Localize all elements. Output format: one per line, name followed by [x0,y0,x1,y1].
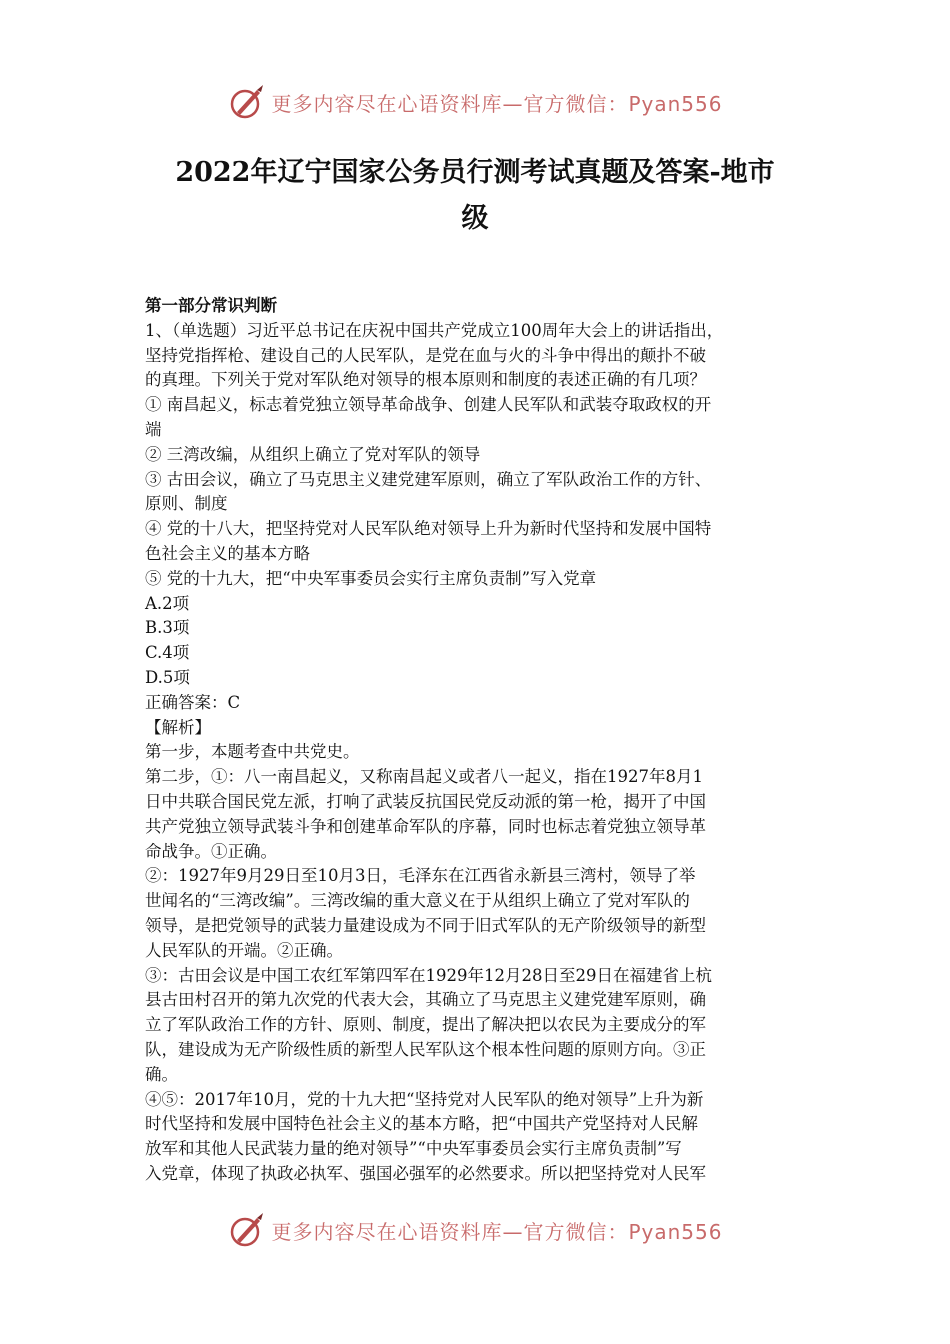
body-line: 日中共联合国民党左派，打响了武装反抗国民党反动派的第一枪，揭开了中国 [145,791,706,811]
body-line: ② 三湾改编，从组织上确立了党对军队的领导 [145,444,481,464]
footer-watermark-banner [0,1208,950,1252]
body-line: 入党章，体现了执政必执军、强国必强军的必然要求。所以把坚持党对人民军 [145,1163,706,1183]
header-watermark-banner [0,80,950,124]
body-line: 原则、制度 [145,494,228,514]
body-line: ⑤ 党的十九大，把“中央军事委员会实行主席负责制”写入党章 [145,568,597,588]
body-line: C.4项 [145,643,190,663]
body-line: 坚持党指挥枪、建设自己的人民军队，是党在血与火的斗争中得出的颠扑不破 [145,345,706,365]
body-line: ④ 党的十八大，把坚持党对人民军队绝对领导上升为新时代坚持和发展中国特 [145,519,712,539]
body-line: ④⑤：2017年10月，党的十九大把“坚持党对人民军队的绝对领导”上升为新 [145,1089,704,1109]
document-title [0,150,950,242]
body-line: 正确答案：C [145,692,241,712]
body-line: 领导，是把党领导的武装力量建设成为不同于旧式军队的无产阶级领导的新型 [145,915,706,935]
body-line: 世闻名的“三湾改编”。三湾改编的重大意义在于从组织上确立了党对军队的 [145,891,690,911]
quill-pen-logo-icon [227,82,267,122]
body-line: 人民军队的开端。②正确。 [145,940,343,960]
body-line: 县古田村召开的第九次党的代表大会，其确立了马克思主义建党建军原则，确 [145,990,706,1010]
body-line: 队，建设成为无产阶级性质的新型人民军队这个根本性问题的原则方向。③正 [145,1039,706,1059]
document-body [145,294,815,1187]
body-line: B.3项 [145,618,190,638]
body-lines [145,319,815,1187]
body-line: 的真理。下列关于党对军队绝对领导的根本原则和制度的表述正确的有几项？ [145,370,706,390]
body-line: D.5项 [145,667,190,687]
body-line: 时代坚持和发展中国特色社会主义的基本方略，把“中国共产党坚持对人民解 [145,1114,698,1134]
title-line-1: 2022年辽宁国家公务员行测考试真题及答案-地市 [175,157,775,188]
body-line: A.2项 [145,593,190,613]
body-line: 命战争。①正确。 [145,841,277,861]
body-line: ③ 古田会议，确立了马克思主义建党建军原则，确立了军队政治工作的方针、 [145,469,712,489]
body-line: ① 南昌起义，标志着党独立领导革命战争、创建人民军队和武装夺取政权的开 [145,395,712,415]
body-line: 放军和其他人民武装力量的绝对领导”“中央军事委员会实行主席负责制”写 [145,1139,682,1159]
body-line: 共产党独立领导武装斗争和创建革命军队的序幕，同时也标志着党独立领导革 [145,816,706,836]
section-heading: 第一部分常识判断 [145,296,277,315]
body-line: 【解析】 [145,717,211,737]
body-line: 第一步，本题考查中共党史。 [145,742,360,762]
body-line: ②：1927年9月29日至10月3日，毛泽东在江西省永新县三湾村，领导了举 [145,866,696,886]
body-line: 确。 [145,1064,178,1084]
body-line: 色社会主义的基本方略 [145,543,310,563]
banner-text: 更多内容尽在心语资料库—官方微信：Pyan556 [271,91,723,116]
body-line: ③：古田会议是中国工农红军第四军在1929年12月28日至29日在福建省上杭 [145,965,712,985]
title-line-2: 级 [461,203,489,234]
body-line: 端 [145,419,162,439]
quill-pen-logo-icon [227,1210,267,1250]
body-line: 1、（单选题）习近平总书记在庆祝中国共产党成立100周年大会上的讲话指出， [145,320,724,340]
body-line: 第二步，①：八一南昌起义，又称南昌起义或者八一起义，指在1927年8月1 [145,767,703,787]
body-line: 立了军队政治工作的方针、原则、制度，提出了解决把以农民为主要成分的军 [145,1015,706,1035]
banner-text: 更多内容尽在心语资料库—官方微信：Pyan556 [271,1219,723,1244]
